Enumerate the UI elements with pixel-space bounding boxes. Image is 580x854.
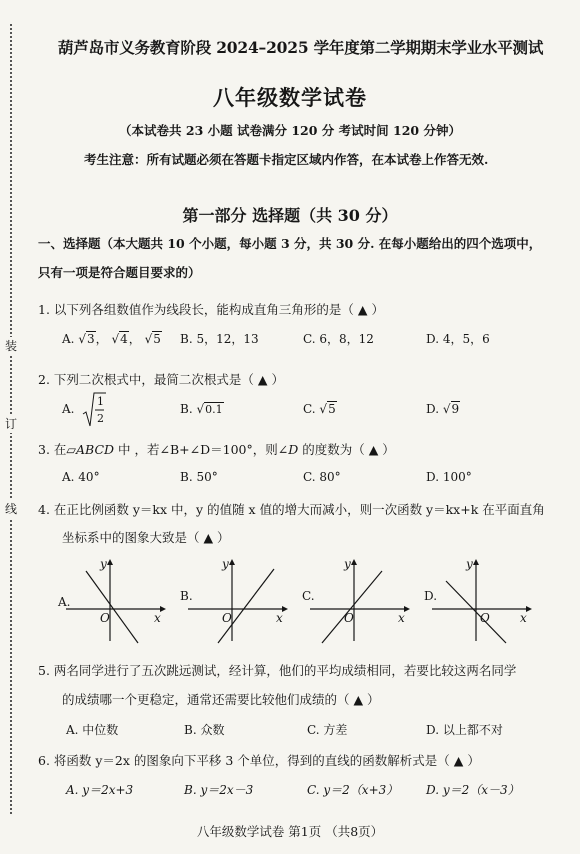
y-axis-label: y xyxy=(344,557,351,571)
origin-label: O xyxy=(480,611,490,625)
x-axis-label: x xyxy=(398,611,405,625)
stem-text: 的度数为（ ▲ ） xyxy=(298,442,395,457)
question-3-option-b: B. 50° xyxy=(180,470,218,484)
question-4-graph-d xyxy=(424,557,536,645)
stem-text: 中 ，若∠B+∠D＝100°，则∠ xyxy=(114,442,289,457)
graph-label: D. xyxy=(424,589,438,603)
option-label: A. xyxy=(62,402,75,416)
question-5-option-a: A. 中位数 xyxy=(66,723,119,737)
angle-variable: D xyxy=(288,442,299,457)
fraction-numerator: 1 xyxy=(97,395,104,408)
graph-label: B. xyxy=(180,589,193,603)
origin-label: O xyxy=(344,611,354,625)
question-3-option-d: D. 100° xyxy=(426,470,472,484)
graph-label: C. xyxy=(302,589,315,603)
origin-label: O xyxy=(100,611,110,625)
separator: ， xyxy=(128,332,141,346)
x-axis-label: x xyxy=(276,611,283,625)
question-1-stem: 1. 以下列各组数值作为线段长，能构成直角三角形的是（ ▲ ） xyxy=(38,302,384,317)
sqrt-icon: √ xyxy=(78,332,86,346)
question-5-stem-line1: 5. 两名同学进行了五次跳远测试，经计算，他们的平均成绩相同，若要比较这两名同学 xyxy=(38,663,517,678)
x-axis-label: x xyxy=(520,611,527,625)
question-6-option-c: C. y＝2（x+3） xyxy=(307,783,399,797)
question-6-option-a: A. y＝2x+3 xyxy=(66,783,134,797)
exam-subject: 八年级数学试卷 xyxy=(213,85,367,110)
question-4-graph-a xyxy=(58,557,170,645)
question-3-option-c: C. 80° xyxy=(303,470,341,484)
x-axis-label: x xyxy=(154,611,161,625)
coordinate-graph-b xyxy=(180,557,292,645)
origin-label: O xyxy=(222,611,232,625)
question-6-option-d: D. y＝2（x－3） xyxy=(426,783,520,797)
question-4-stem-line2: 坐标系中的图象大致是（ ▲ ） xyxy=(62,530,230,545)
option-label: D. xyxy=(426,402,440,416)
radicand: 0.1 xyxy=(205,403,223,416)
binding-char-xian: 线 xyxy=(4,502,17,516)
exam-title: 葫芦岛市义务教育阶段 2024–2025 学年度第二学期期末学业水平测试 xyxy=(58,38,544,57)
question-2-option-b xyxy=(180,402,224,416)
question-4-graph-b xyxy=(180,557,292,645)
question-5-option-c: C. 方差 xyxy=(307,723,348,737)
question-1-option-a xyxy=(62,330,162,347)
fraction-denominator: 2 xyxy=(97,412,104,425)
question-6-option-b: B. y＝2x－3 xyxy=(184,783,254,797)
y-axis-label: y xyxy=(222,557,229,571)
option-label: C. xyxy=(303,402,316,416)
question-3-option-a: A. 40° xyxy=(62,470,100,484)
page-footer: 八年级数学试卷 第1页 （共8页） xyxy=(196,824,384,839)
coordinate-graph-d xyxy=(424,557,536,645)
exam-notice: 考生注意：所有试题必须在答题卡指定区域内作答，在本试卷上作答无效. xyxy=(84,152,489,167)
graph-label: A. xyxy=(58,595,71,609)
question-3-stem xyxy=(38,440,395,458)
parallelogram-label: ▱ABCD xyxy=(66,442,115,457)
section-intro-line1: 一、选择题（本大题共 10 个小题，每小题 3 分，共 30 分. 在每小题给出的四个选项中， xyxy=(38,236,542,251)
radicand: 9 xyxy=(451,402,460,416)
question-2-stem: 2. 下列二次根式中，最简二次根式是（ ▲ ） xyxy=(38,372,284,387)
question-1-option-d: D. 4，5，6 xyxy=(426,332,490,346)
question-1-option-b: B. 5，12，13 xyxy=(180,332,259,346)
sqrt-icon: √ xyxy=(196,402,205,416)
question-6-stem: 6. 将函数 y＝2x 的图象向下平移 3 个单位，得到的直线的函数解析式是（ ▲ ） xyxy=(38,753,480,768)
question-2-option-d xyxy=(426,402,460,416)
radicand: 3 xyxy=(86,332,95,346)
binding-char-ding: 订 xyxy=(4,417,17,431)
binding-char-zhuang: 装 xyxy=(4,339,17,353)
option-label: B. xyxy=(180,402,193,416)
question-4-graph-c xyxy=(302,557,414,645)
question-4-stem-line1: 4. 在正比例函数 y＝kx 中，y 的值随 x 值的增大而减小，则一次函数 y＝kx+k 在平面直角 xyxy=(38,502,545,517)
radicand: 5 xyxy=(153,332,161,346)
radicand: 5 xyxy=(328,402,336,416)
section-intro-line2: 只有一项是符合题目要求的） xyxy=(38,265,201,280)
question-5-option-d: D. 以上都不对 xyxy=(426,723,503,737)
question-2-option-c xyxy=(303,402,337,416)
sqrt-icon: √ xyxy=(144,332,153,346)
separator: ， xyxy=(95,332,108,346)
question-5-stem-line2: 的成绩哪一个更稳定，通常还需要比较他们成绩的（ ▲ ） xyxy=(62,692,380,707)
y-axis-label: y xyxy=(466,557,473,571)
sqrt-icon: √ xyxy=(111,332,120,346)
exam-info: （本试卷共 23 小题 试卷满分 120 分 考试时间 120 分钟） xyxy=(119,123,461,138)
y-axis-label: y xyxy=(100,557,107,571)
sqrt-icon: √ xyxy=(319,402,328,416)
part-title: 第一部分 选择题（共 30 分） xyxy=(182,206,398,225)
radicand: 4 xyxy=(120,332,128,346)
option-label: A. xyxy=(62,332,75,346)
sqrt-icon: √ xyxy=(442,402,451,416)
stem-text: 3. 在 xyxy=(38,442,67,457)
coordinate-graph-a xyxy=(58,557,170,645)
coordinate-graph-c xyxy=(302,557,414,645)
question-1-option-c: C. 6，8，12 xyxy=(303,332,374,346)
question-5-option-b: B. 众数 xyxy=(184,723,225,737)
